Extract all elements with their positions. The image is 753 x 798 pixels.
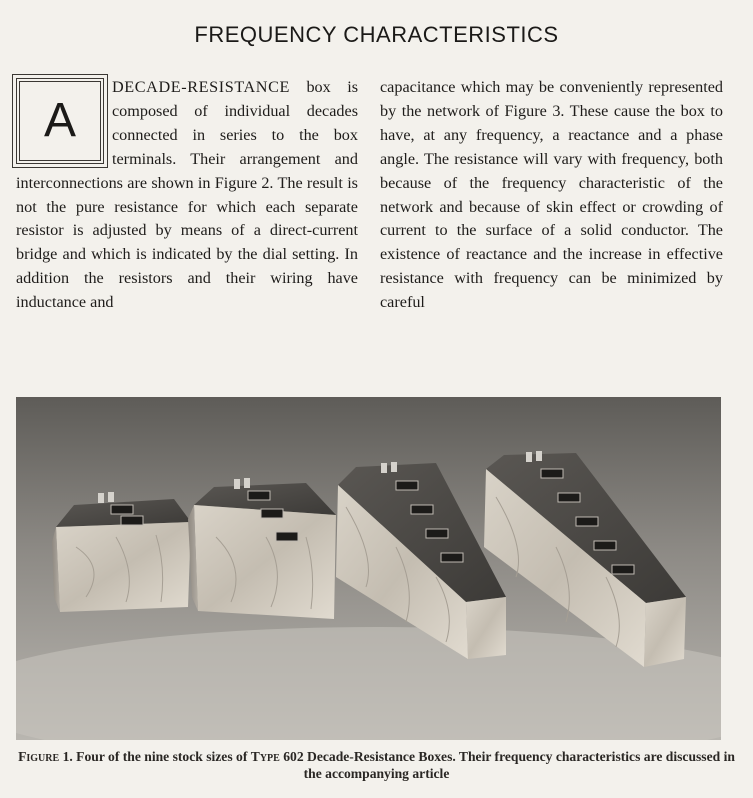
lead-in-text: DECADE-RESISTANCE [112, 78, 290, 96]
figure-label: Figure 1. [18, 749, 73, 764]
article-right-column [380, 76, 723, 315]
figure-photo [16, 397, 721, 740]
caption-text-before: Four of the nine stock sizes of [76, 749, 248, 764]
resistance-box-1 [52, 492, 191, 612]
page-title: FREQUENCY CHARACTERISTICS [194, 22, 559, 47]
caption-type-word: Type [250, 749, 280, 764]
drop-cap: A [16, 78, 104, 164]
resistance-box-2 [188, 478, 336, 619]
right-column-text: capacitance which may be conveniently represented by the network of Figure 3. These cause the box to have, at any frequency, a reactance and a phase angle. The resistance will vary with frequency, both because of the frequency characteristic of the network and because of skin effect or crowding of current to the surface of a solid conductor. The existence of reactance and the increase in effective resistance with frequency can be minimized by careful [380, 78, 723, 312]
left-column-text: box is composed of individual decades connected in series to the box terminals. Their arrangement and interconnections are shown in Figure 2. The result is not the pure resistance for which each separate resistor is adjusted by means of a direct-current bridge and which is indicated by the dial setting. In addition the resistors and their wiring have inductance and [16, 78, 358, 312]
article-left-column [16, 76, 358, 315]
figure-caption [12, 748, 741, 782]
caption-text-after: 602 Decade-Resistance Boxes. Their frequency characteristics are discussed in the accompanying article [283, 749, 735, 781]
